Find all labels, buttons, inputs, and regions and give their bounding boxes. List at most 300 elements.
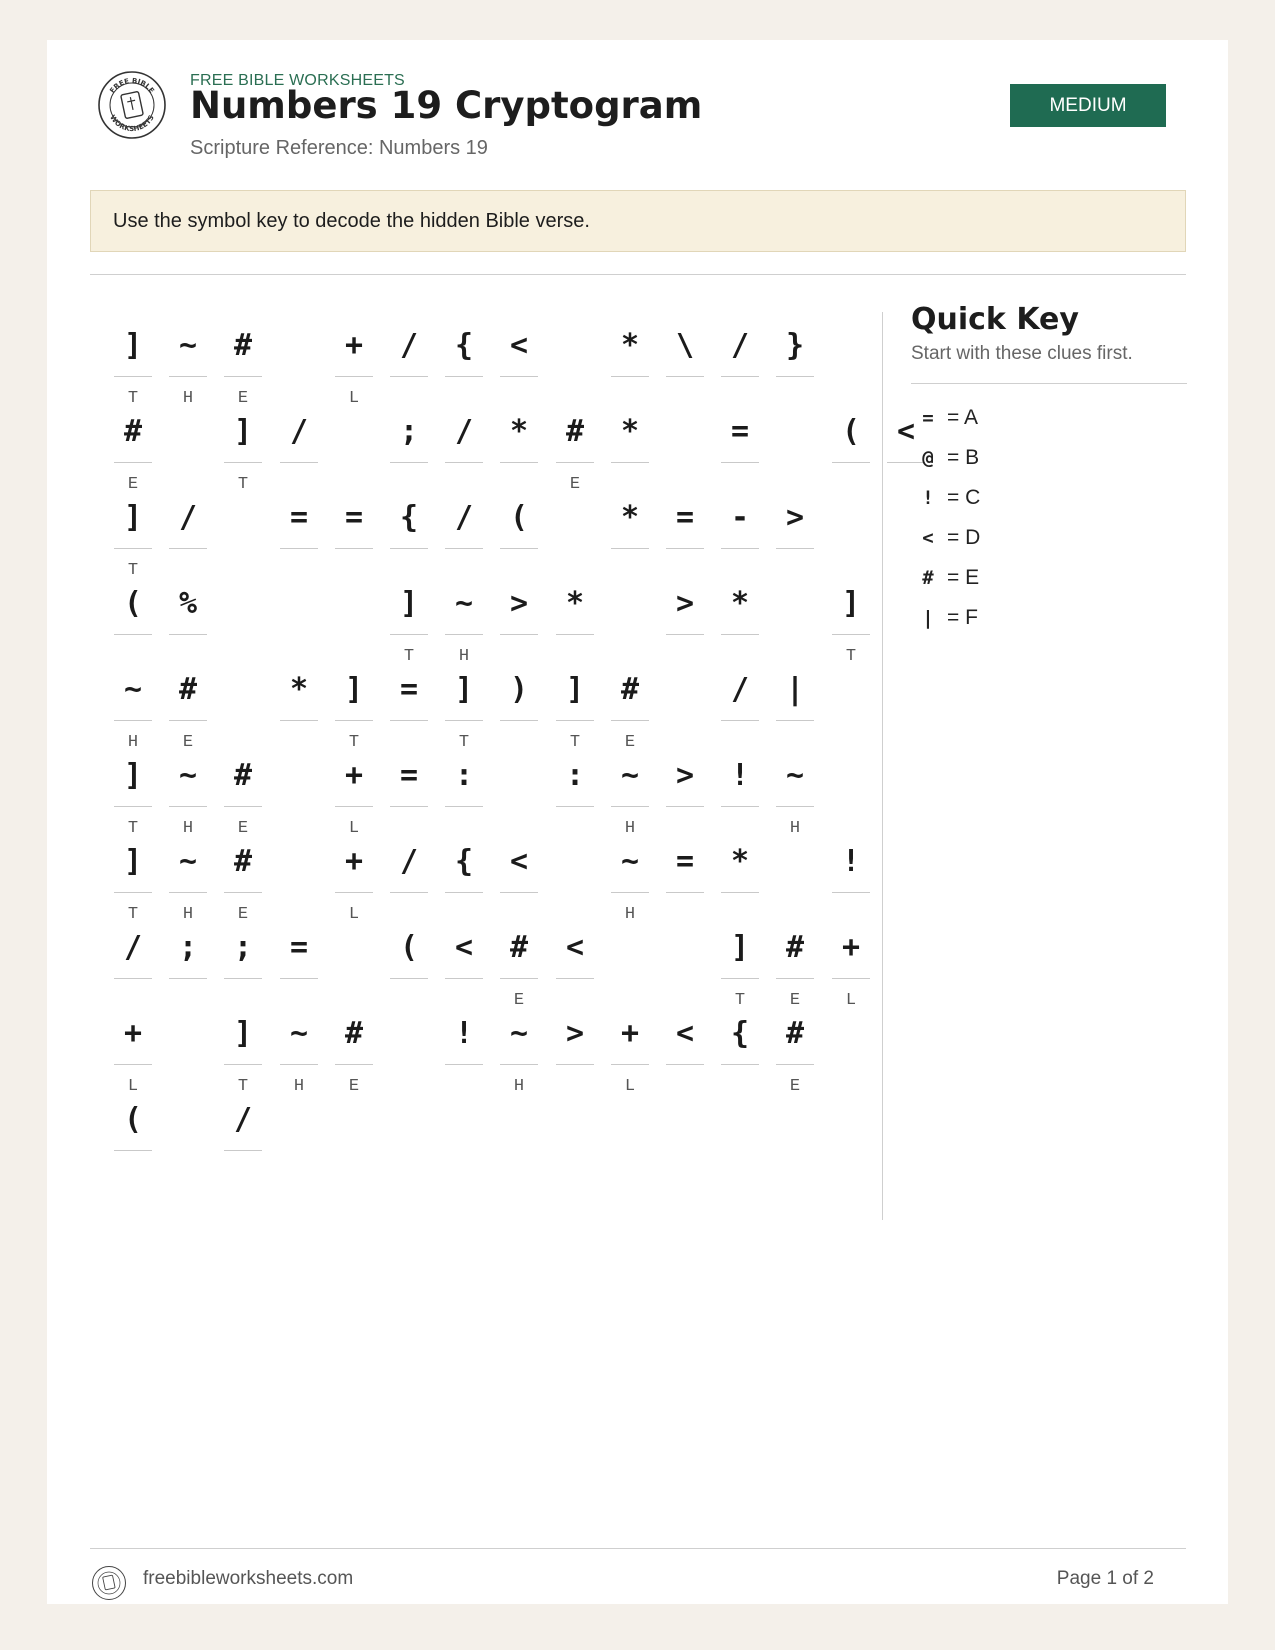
cipher-symbol: \ [675,328,695,363]
hint-letter: E [237,819,249,838]
cipher-symbol: + [344,328,364,363]
answer-line[interactable] [721,462,759,463]
cipher-cell [556,408,594,493]
answer-line[interactable] [169,806,207,807]
cipher-symbol: | [785,672,805,707]
cipher-cell [500,408,538,493]
cipher-symbol: = [730,414,750,449]
answer-line[interactable] [335,548,373,549]
cipher-symbol: ( [123,586,143,621]
hint-letter [445,991,483,1009]
answer-line[interactable] [114,1064,152,1065]
answer-line[interactable] [721,634,759,635]
cipher-symbol: ~ [178,758,198,793]
hint-letter: E [789,991,801,1010]
cipher-cell [776,924,814,1009]
answer-line[interactable] [280,1064,318,1065]
answer-line[interactable] [611,548,649,549]
answer-line[interactable] [611,1064,649,1065]
answer-line[interactable] [776,548,814,549]
hint-letter [445,1077,483,1095]
answer-line[interactable] [721,376,759,377]
hint-letter [666,389,704,407]
answer-line[interactable] [335,720,373,721]
answer-line[interactable] [666,634,704,635]
scripture-reference: Scripture Reference: Numbers 19 [190,137,488,159]
answer-line[interactable] [169,720,207,721]
hint-letter [776,389,814,407]
answer-line[interactable] [169,892,207,893]
hint-letter: T [237,475,249,494]
cipher-cell [280,408,318,493]
cipher-cell [611,1010,649,1095]
cipher-cell [224,322,262,407]
answer-line[interactable] [611,462,649,463]
svg-text:FREE BIBLE: FREE BIBLE [108,76,156,95]
answer-line[interactable] [445,376,483,377]
cipher-cell [390,666,428,751]
hint-letter: E [624,733,636,752]
answer-line[interactable] [776,1064,814,1065]
cipher-cell [611,838,649,923]
cipher-symbol: ) [509,672,529,707]
cipher-symbol: ] [454,672,474,707]
hint-letter [390,561,428,579]
answer-line[interactable] [611,376,649,377]
page-title: Numbers 19 Cryptogram [190,84,703,127]
cipher-symbol: ] [233,414,253,449]
answer-line[interactable] [776,978,814,979]
answer-line[interactable] [776,720,814,721]
hint-letter [832,475,870,493]
answer-line[interactable] [500,1064,538,1065]
cipher-symbol: ! [730,758,750,793]
cipher-symbol: = [675,844,695,879]
hint-letter [390,475,428,493]
website-url: freebibleworksheets.com [143,1568,354,1589]
answer-line[interactable] [556,978,594,979]
answer-line[interactable] [556,720,594,721]
answer-line[interactable] [721,720,759,721]
hint-letter [114,1163,152,1181]
hint-letter [280,561,318,579]
cipher-cell [776,494,814,579]
hint-letter: L [348,905,360,924]
cipher-cell [611,408,649,493]
hint-letter: H [293,1077,305,1096]
cipher-cell [224,408,262,493]
cipher-cell [776,666,814,751]
hint-letter: T [127,561,139,580]
answer-line[interactable] [445,892,483,893]
key-entry [911,558,1187,598]
hint-letter [390,389,428,407]
answer-line[interactable] [721,548,759,549]
cipher-symbol: ! [841,844,861,879]
answer-line[interactable] [114,548,152,549]
cipher-symbol: # [178,672,198,707]
answer-line[interactable] [335,892,373,893]
answer-line[interactable] [556,634,594,635]
hint-letter [556,1077,594,1095]
cipher-symbol: ] [565,672,585,707]
hint-letter: H [789,819,801,838]
cipher-cell [500,1010,538,1095]
cipher-cell [280,924,318,1009]
answer-line[interactable] [280,462,318,463]
cipher-cell [114,494,152,579]
answer-line[interactable] [666,806,704,807]
cipher-symbol: # [233,328,253,363]
answer-line[interactable] [832,634,870,635]
answer-line[interactable] [390,548,428,549]
cipher-cell [556,580,594,665]
cipher-symbol: # [123,414,143,449]
hint-letter [721,819,759,837]
hint-letter [666,819,704,837]
answer-line[interactable] [390,634,428,635]
cipher-cell [445,752,483,837]
hint-letter [390,905,428,923]
hint-letter: T [403,647,415,666]
hint-letter: L [127,1077,139,1096]
cipher-symbol: > [675,586,695,621]
cipher-symbol: = [344,500,364,535]
answer-line[interactable] [556,1064,594,1065]
key-letter: = E [947,566,980,589]
cipher-cell [390,580,428,665]
answer-line[interactable] [114,634,152,635]
answer-line[interactable] [224,892,262,893]
answer-line[interactable] [500,634,538,635]
answer-line[interactable] [666,548,704,549]
cipher-symbol: { [399,500,419,535]
answer-line[interactable] [500,892,538,893]
cipher-symbol: / [178,500,198,535]
cipher-cell [666,1010,704,1095]
answer-line[interactable] [390,720,428,721]
answer-line[interactable] [500,720,538,721]
hint-letter [169,561,207,579]
footer-divider [90,1548,1186,1549]
cipher-cell [169,752,207,837]
answer-line[interactable] [224,1064,262,1065]
answer-line[interactable] [335,806,373,807]
cipher-symbol: ] [399,586,419,621]
cipher-cell [335,838,373,923]
cipher-cell [114,408,152,493]
answer-line[interactable] [224,978,262,979]
cipher-cell [721,494,759,579]
cipher-symbol: - [730,500,750,535]
answer-line[interactable] [390,376,428,377]
hint-letter: H [182,905,194,924]
answer-line[interactable] [556,806,594,807]
answer-line[interactable] [445,634,483,635]
cipher-cell [500,494,538,579]
cipher-cell [169,666,207,751]
answer-line[interactable] [169,634,207,635]
cipher-cell [169,580,207,665]
cipher-cell [114,580,152,665]
answer-line[interactable] [335,376,373,377]
answer-line[interactable] [390,462,428,463]
cipher-symbol: { [454,328,474,363]
cipher-cell [721,752,759,837]
cipher-cell [224,1096,262,1181]
answer-line[interactable] [611,720,649,721]
cipher-symbol: < [509,328,529,363]
hint-letter [169,647,207,665]
hint-letter [500,647,538,665]
hint-letter: H [624,905,636,924]
answer-line[interactable] [114,462,152,463]
answer-line[interactable] [832,462,870,463]
hint-letter [556,991,594,1009]
hint-letter [224,991,262,1009]
answer-line[interactable] [114,376,152,377]
hint-letter [721,561,759,579]
hint-letter [666,647,704,665]
cipher-symbol: # [785,1016,805,1051]
key-letter: = C [947,486,981,509]
cryptogram-grid [47,40,916,1220]
answer-line[interactable] [556,462,594,463]
answer-line[interactable] [721,892,759,893]
hint-letter: E [569,475,581,494]
cipher-symbol: * [730,844,750,879]
cipher-cell [114,1096,152,1181]
answer-line[interactable] [280,978,318,979]
hint-letter [721,733,759,751]
answer-line[interactable] [114,978,152,979]
hint-letter: L [348,819,360,838]
cipher-cell [445,580,483,665]
answer-line[interactable] [832,978,870,979]
key-entry [911,398,1187,438]
hint-letter [666,1077,704,1095]
cipher-symbol: ~ [620,758,640,793]
answer-line[interactable] [114,720,152,721]
hint-letter [500,389,538,407]
key-letter: = F [947,606,978,629]
answer-line[interactable] [611,892,649,893]
cipher-cell [776,322,814,407]
hint-letter: H [182,819,194,838]
cipher-symbol: ] [344,672,364,707]
answer-line[interactable] [721,978,759,979]
answer-line[interactable] [666,376,704,377]
hint-letter: T [458,733,470,752]
answer-line[interactable] [335,1064,373,1065]
hint-letter: E [348,1077,360,1096]
cipher-symbol: > [565,1016,585,1051]
answer-line[interactable] [666,892,704,893]
cipher-cell [611,752,649,837]
cipher-cell [611,322,649,407]
cipher-symbol: ( [123,1102,143,1137]
cipher-symbol: # [233,758,253,793]
answer-line[interactable] [500,978,538,979]
hint-letter [390,733,428,751]
cipher-symbol: ] [233,1016,253,1051]
answer-line[interactable] [224,1150,262,1151]
answer-line[interactable] [224,376,262,377]
cipher-symbol: # [565,414,585,449]
hint-letter [721,905,759,923]
cipher-cell [500,838,538,923]
hint-letter [445,905,483,923]
cipher-symbol: + [344,758,364,793]
answer-line[interactable] [776,376,814,377]
cipher-symbol: ] [123,758,143,793]
answer-line[interactable] [224,806,262,807]
key-symbol: = [922,407,934,429]
key-letter: = A [947,406,978,429]
cipher-symbol: ~ [454,586,474,621]
answer-line[interactable] [114,892,152,893]
cipher-cell [224,752,262,837]
cipher-cell [114,666,152,751]
cipher-symbol: ] [123,500,143,535]
answer-line[interactable] [169,978,207,979]
cipher-symbol: * [289,672,309,707]
hint-letter: T [734,991,746,1010]
hint-letter [500,561,538,579]
answer-line[interactable] [390,978,428,979]
hint-letter [500,733,538,751]
cipher-symbol: = [399,758,419,793]
cipher-cell [335,666,373,751]
hint-letter: T [237,1077,249,1096]
hint-letter: H [458,647,470,666]
cipher-symbol: % [178,586,198,621]
cipher-symbol: ; [399,414,419,449]
cipher-cell [721,408,759,493]
cipher-cell [445,322,483,407]
answer-line[interactable] [445,806,483,807]
answer-line[interactable] [445,1064,483,1065]
answer-line[interactable] [445,720,483,721]
answer-line[interactable] [280,720,318,721]
cipher-symbol: = [289,930,309,965]
answer-line[interactable] [721,806,759,807]
bible-logo-icon [91,1565,127,1601]
brand-name: FREE BIBLE WORKSHEETS [190,72,405,89]
answer-line[interactable] [169,376,207,377]
hint-letter: H [513,1077,525,1096]
answer-line[interactable] [445,462,483,463]
cipher-symbol: = [399,672,419,707]
key-entry [911,478,1187,518]
quick-key-panel [911,302,1187,638]
answer-line[interactable] [280,548,318,549]
hint-letter: E [237,389,249,408]
answer-line[interactable] [114,1150,152,1151]
cipher-cell [114,322,152,407]
cipher-cell [114,838,152,923]
cipher-symbol: * [565,586,585,621]
cipher-symbol: ~ [620,844,640,879]
quick-key-title: Quick Key [911,302,1079,337]
key-entry [911,598,1187,638]
cipher-symbol: < [896,414,916,449]
cipher-symbol: / [454,414,474,449]
cipher-cell [390,408,428,493]
answer-line[interactable] [721,1064,759,1065]
cipher-symbol: ( [841,414,861,449]
answer-line[interactable] [390,892,428,893]
answer-line[interactable] [114,806,152,807]
cipher-symbol: + [123,1016,143,1051]
cipher-symbol: / [454,500,474,535]
cipher-cell [832,924,870,1009]
hint-letter [776,733,814,751]
hint-letter [500,475,538,493]
hint-letter: L [624,1077,636,1096]
cipher-symbol: / [289,414,309,449]
cipher-symbol: * [730,586,750,621]
key-symbol: @ [922,447,934,469]
answer-line[interactable] [666,1064,704,1065]
cipher-cell [224,1010,262,1095]
cipher-symbol: * [620,328,640,363]
cipher-symbol: + [841,930,861,965]
cipher-symbol: * [620,414,640,449]
answer-line[interactable] [500,462,538,463]
cipher-cell [721,666,759,751]
answer-line[interactable] [169,548,207,549]
cipher-cell [500,322,538,407]
cipher-symbol: { [454,844,474,879]
cipher-cell [335,322,373,407]
answer-line[interactable] [445,548,483,549]
cipher-symbol: } [785,328,805,363]
hint-letter [721,647,759,665]
answer-line[interactable] [390,806,428,807]
cipher-cell [666,752,704,837]
cipher-cell [280,1010,318,1095]
cipher-cell [114,752,152,837]
hint-letter [390,819,428,837]
cipher-cell [335,1010,373,1095]
cipher-cell [721,1010,759,1095]
answer-line[interactable] [832,892,870,893]
answer-line[interactable] [611,806,649,807]
hint-letter: T [127,819,139,838]
answer-line[interactable] [445,978,483,979]
hint-letter [666,561,704,579]
key-letter: = B [947,446,980,469]
answer-line[interactable] [776,806,814,807]
hint-letter: T [127,905,139,924]
answer-line[interactable] [500,548,538,549]
hint-letter [445,561,483,579]
key-letter: = D [947,526,981,549]
hint-letter: E [789,1077,801,1096]
cipher-cell [666,494,704,579]
hint-letter: L [845,991,857,1010]
cipher-cell [445,666,483,751]
cipher-cell [556,924,594,1009]
hint-letter: T [845,647,857,666]
answer-line[interactable] [224,462,262,463]
cipher-cell [390,752,428,837]
answer-line[interactable] [500,376,538,377]
cipher-symbol: = [289,500,309,535]
hint-letter [114,991,152,1009]
cipher-symbol: < [675,1016,695,1051]
